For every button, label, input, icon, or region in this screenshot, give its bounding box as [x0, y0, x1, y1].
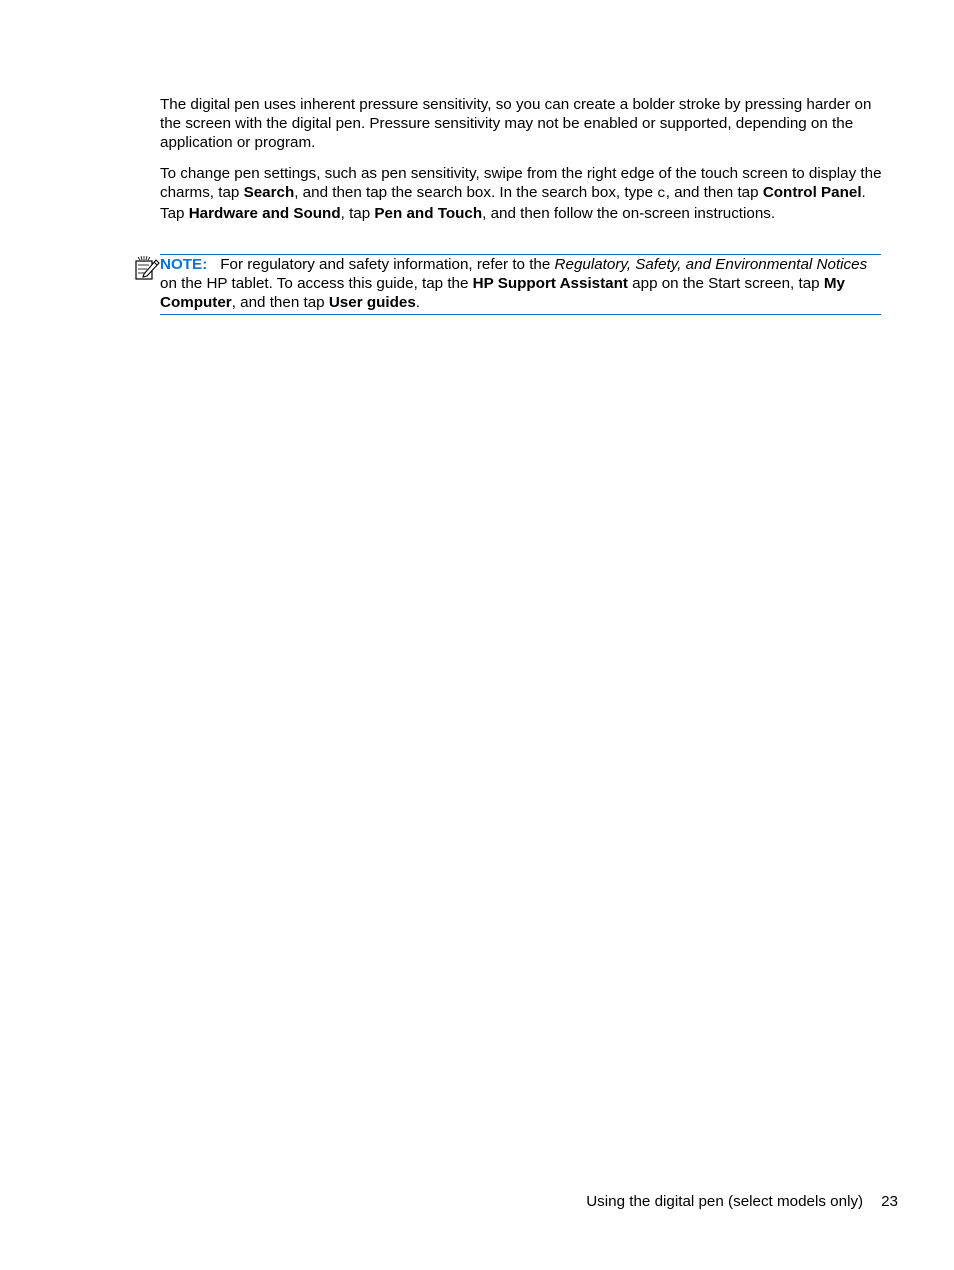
ui-term-search: Search [243, 184, 295, 202]
text-run: To change pen settings, such as pen sensitivity, swipe from the right edge of the touch screen to display the charms, tap [160, 165, 882, 202]
text-run: app on the Start screen, tap [627, 275, 824, 293]
text-run: , and then follow the on-screen instructions. [482, 205, 776, 223]
ui-term-my-computer: My Computer [160, 275, 845, 312]
text-run: , tap [340, 205, 375, 223]
page-footer [500, 1192, 898, 1211]
ui-term-hp-support-assistant: HP Support Assistant [472, 275, 628, 293]
ui-term-hardware-and-sound: Hardware and Sound [188, 205, 341, 223]
text-run: . Tap [160, 184, 866, 223]
note-pencil-icon [134, 255, 160, 281]
ui-term-pen-and-touch: Pen and Touch [374, 205, 483, 223]
page-number: 23 [881, 1193, 898, 1210]
note-callout [160, 254, 881, 315]
note-text [160, 255, 881, 313]
ui-term-user-guides: User guides [328, 294, 416, 312]
text-run: , and then tap [665, 184, 763, 202]
note-label: NOTE: [160, 256, 208, 273]
text-run: , and then tap the search box. In the search box, type [294, 184, 658, 202]
footer-section-title: Using the digital pen (select models only) [586, 1193, 864, 1210]
typed-input-code: c [657, 186, 666, 203]
text-run: For regulatory and safety information, refer to the [220, 256, 555, 273]
doc-title-regulatory-notices: Regulatory, Safety, and Environmental Notices [554, 256, 868, 273]
body-paragraph-pressure: The digital pen uses inherent pressure sensitivity, so you can create a bolder stroke by pressing harder on the screen with the digital pen. Pressure sensitivity may not be enabled or supported, depending on the application or program. [160, 96, 872, 152]
ui-term-control-panel: Control Panel [762, 184, 862, 202]
text-run: on the HP tablet. To access this guide, tap the [160, 275, 473, 293]
text-run: , and then tap [231, 294, 329, 312]
text-run: . [415, 294, 421, 312]
body-paragraph-pen-settings [160, 164, 882, 224]
